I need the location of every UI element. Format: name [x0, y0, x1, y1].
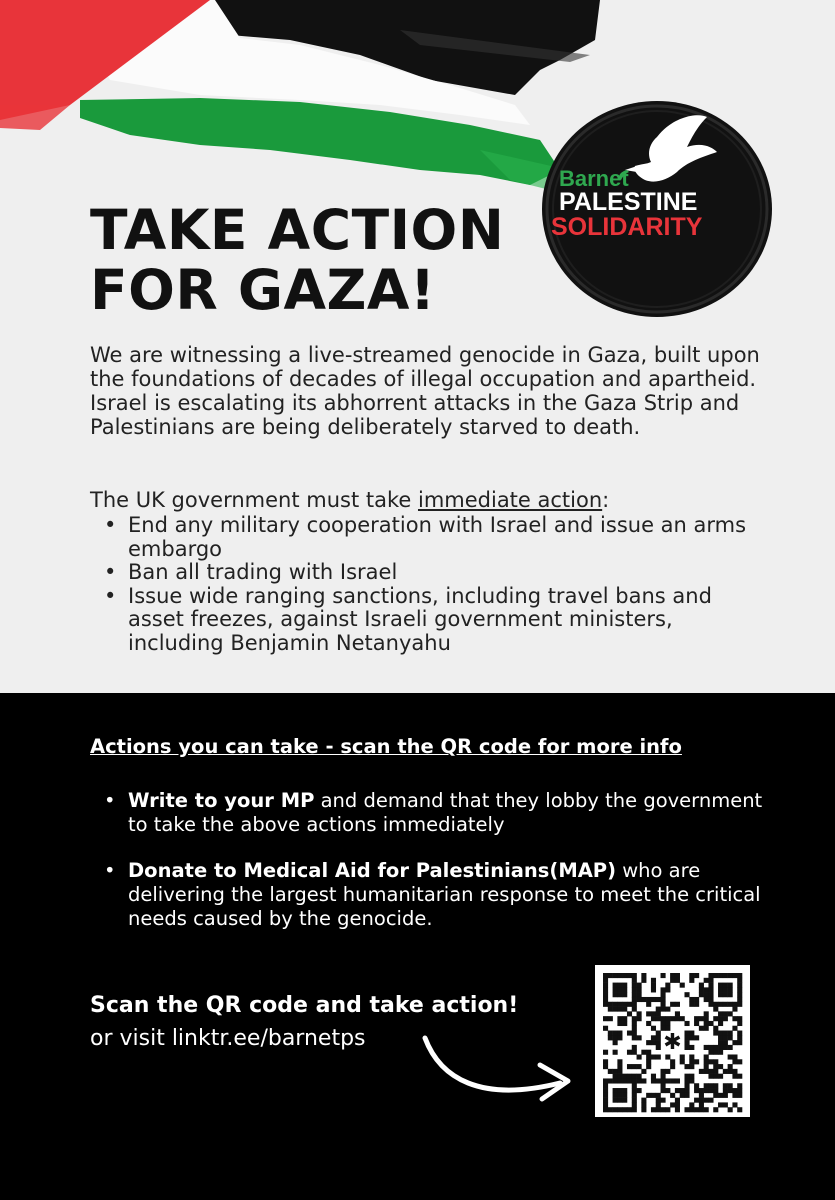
palestine-flag-brushstroke	[0, 0, 600, 220]
demands-list	[90, 514, 770, 655]
action-item-text: who are delivering the largest humanitarian response to meet the critical needs caused by the genocide.	[128, 859, 761, 930]
qr-code-pattern	[595, 965, 750, 1117]
visit-link[interactable]: or visit linktr.ee/barnetps	[90, 1026, 366, 1051]
qr-code[interactable]	[595, 965, 750, 1117]
intro-paragraph: We are witnessing a live-streamed genocide in Gaza, built upon the foundations of decades of illegal occupation and apartheid. Israel is escalating its abhorrent attacks in the Gaza Strip and Palestinians are being deliberately starved to death.	[90, 343, 760, 439]
demands-intro-suffix: :	[602, 488, 610, 512]
actions-list	[90, 789, 770, 953]
logo-line-1: Barnet	[559, 166, 629, 191]
barnet-palestine-solidarity-logo	[537, 92, 777, 322]
demand-item: • End any military cooperation with Israel and issue an arms embargo	[90, 514, 770, 561]
action-item-bold: Write to your MP	[128, 789, 315, 812]
scan-cta: Scan the QR code and take action!	[90, 993, 519, 1018]
headline-line-2: FOR GAZA!	[90, 258, 436, 322]
headline-line-1: TAKE ACTION	[90, 198, 505, 262]
demands-intro-prefix: The UK government must take	[90, 488, 418, 512]
curved-arrow-icon	[420, 1033, 580, 1113]
demands-intro-emphasis: immediate action	[417, 488, 603, 512]
bottom-panel	[0, 693, 835, 1200]
qr-center-asterisk-icon: ✱	[663, 1030, 682, 1055]
logo-line-3: SOLIDARITY	[551, 213, 703, 241]
action-item	[90, 789, 770, 837]
action-item-bold: Donate to Medical Aid for Palestinians(MAP)	[128, 859, 617, 882]
action-item	[90, 859, 770, 931]
demands-intro	[90, 488, 609, 512]
actions-heading: Actions you can take - scan the QR code for more info	[90, 735, 682, 758]
demand-item: • Issue wide ranging sanctions, including travel bans and asset freezes, against Israeli government ministers, including Benjamin Netanyahu	[90, 585, 770, 656]
demand-item: • Ban all trading with Israel	[90, 561, 770, 585]
headline	[90, 200, 504, 320]
action-item-text: and demand that they lobby the government to take the above actions immediately	[128, 789, 763, 836]
logo-line-2: PALESTINE	[559, 188, 698, 216]
